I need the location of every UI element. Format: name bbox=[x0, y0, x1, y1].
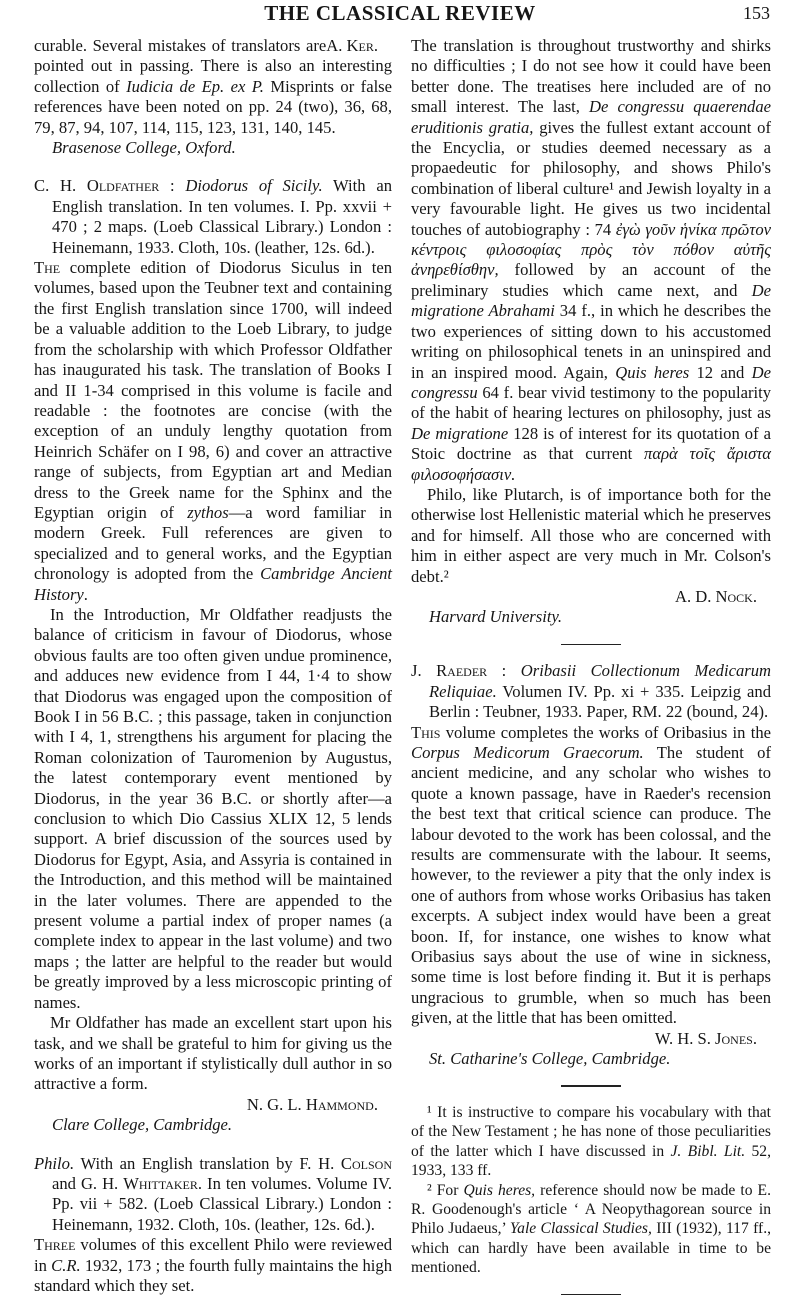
italic-text: De congressu bbox=[411, 362, 771, 402]
review-paragraph bbox=[34, 258, 392, 605]
footnote-1 bbox=[411, 1103, 771, 1181]
text-run: ¹ It is instructive to compare his vocabulary with that of the New Testament ; he has none of those peculiarities of the latter which I have discussed in bbox=[411, 1103, 771, 1160]
italic-text: Philo. bbox=[34, 1153, 75, 1173]
text-run: volume completes the works of Oribasius in the bbox=[440, 722, 771, 742]
italic-text: Diodorus of Sicily. bbox=[185, 176, 323, 196]
reviewer-signature: N. G. L. Hammond. bbox=[246, 1094, 378, 1114]
text-run: : bbox=[487, 661, 521, 681]
text-run: The translation is throughout trustworthy and shirks no difficulties ; I do not see how it could have been better done. The treatises here included are of no small interest. The last, bbox=[411, 36, 771, 117]
review-paragraph bbox=[34, 1235, 392, 1296]
text-run: volumes of this excellent Philo were reviewed in bbox=[34, 1235, 392, 1275]
journal-title: THE CLASSICAL REVIEW bbox=[264, 1, 536, 25]
text-run: and G. H. bbox=[52, 1173, 124, 1193]
text-run: . In ten volumes. Volume IV. Pp. vii + 582. (Loeb Classical Library.) London : Heinemann, 1932. Cloth, 10s. (leather, 12s. 6d.). bbox=[52, 1173, 393, 1234]
italic-text: Yale Classical Studies, bbox=[509, 1220, 652, 1238]
review-paragraph bbox=[411, 723, 771, 1029]
review-paragraph bbox=[34, 605, 392, 1013]
text-run: Philo, like Plutarch, is of importance both for the otherwise lost Hellenistic material which he preserves and for himself. All those who are concerned with him in either aspect are very much in Mr. Colson's debt.² bbox=[411, 484, 771, 586]
italic-text: ἐγὼ γοῦν ἡνίκα πρῶτον κέντροις φιλοσοφίας πρὸς τὸν πόθον αὐτῆς ἀνηρεθίσθην, bbox=[411, 219, 771, 280]
reviewer-signature: A. D. Nock. bbox=[674, 586, 757, 606]
text-run: 64 f. bear vivid testimony to the popularity of the habit of hearing lectures on philosophy, just as bbox=[411, 382, 771, 423]
reviewer-affiliation: Harvard University. bbox=[429, 607, 563, 627]
reviewer-signature: W. H. S. Jones. bbox=[654, 1028, 757, 1048]
text-run: followed by an account of the preliminary studies which came next, and bbox=[411, 260, 771, 300]
page-number: 153 bbox=[743, 3, 770, 23]
review-paragraph bbox=[411, 36, 771, 485]
running-header bbox=[0, 0, 800, 28]
small-caps-text: The bbox=[34, 258, 61, 278]
italic-text: zythos bbox=[187, 502, 229, 522]
text-run: 12 and bbox=[689, 362, 752, 382]
italic-text: Cambridge Ancient History bbox=[34, 564, 393, 604]
text-run: The student of ancient medicine, and any scholar who wishes to quote a known passage, have in Raeder's recension the best text that critical science can produce. The labour devoted to the work has been colossal, and the results are commensurate with the labour. It seems, however, to the reviewer a pity that the only index is one of authors from whose works Oribasius has taken excerpts. A subject index would have been a great boon. If, for instance, one wishes to know what Oribasius says about the use of wine in sickness, some time is lost before finding it. But it is perhaps ungracious to grumble, when so much has been given, at the little that has been omitted. bbox=[411, 742, 772, 1028]
text-run: reference should now be made to E. R. Goodenough's article ‘ A Neopythagorean source in Philo Judaeus,’ bbox=[411, 1181, 771, 1238]
text-run: 52, 1933, 133 ff. bbox=[411, 1142, 771, 1180]
text-run: Mr Oldfather has made an excellent start upon his task, and we shall be grateful to him for giving us the works of an important if stylistically dull author in so attractive a form. bbox=[34, 1013, 392, 1094]
italic-text: De migratione bbox=[411, 423, 509, 443]
small-caps-text: C. H. Oldfather bbox=[34, 176, 160, 196]
small-caps-text: Three bbox=[34, 1235, 76, 1255]
section-divider bbox=[561, 644, 621, 646]
text-run: curable. Several mistakes of translators are pointed out in passing. There is also an interesting collection of bbox=[34, 36, 392, 96]
book-entry-diodorus bbox=[34, 176, 392, 258]
italic-text: Corpus Medicorum Graecorum. bbox=[411, 742, 644, 762]
italic-text: De migratione Abrahami bbox=[411, 280, 771, 321]
italic-text: παρὰ τοῖς ἄριστα φιλοσοφήσασιν. bbox=[411, 444, 771, 484]
text-run: With an English translation by F. H. bbox=[74, 1153, 341, 1173]
italic-text: J. Bibl. Lit. bbox=[670, 1142, 746, 1160]
reviewer-affiliation: Brasenose College, Oxford. bbox=[52, 138, 236, 158]
small-caps-text: Colson bbox=[340, 1153, 392, 1173]
italic-text: Quis heres, bbox=[463, 1181, 536, 1199]
italic-text: Iudicia de Ep. ex P. bbox=[126, 76, 264, 96]
reviewer-signature: A. Ker. bbox=[326, 36, 378, 55]
text-run: ² For bbox=[427, 1181, 464, 1199]
text-run: 1932, 173 ; the fourth fully maintains the high standard which they set. bbox=[34, 1255, 392, 1295]
text-run: 34 f., in which he describes the two experiences of sitting down to his accustomed writing on philosophical tenets in an uninspired and in an inspired mood. Again, bbox=[411, 301, 771, 382]
section-divider bbox=[561, 1294, 621, 1296]
text-run: . bbox=[83, 584, 88, 604]
book-entry-oribasius bbox=[411, 661, 771, 722]
review-ker-ending bbox=[34, 36, 392, 138]
small-caps-text: J. Raeder bbox=[411, 661, 488, 681]
right-column bbox=[411, 36, 771, 1311]
text-run: : bbox=[159, 176, 186, 196]
italic-text: Oribasii Collectionum Medicarum Reliquiae. bbox=[429, 661, 771, 701]
text-run: gives the fullest extant account of the Encyclia, or studies deemed necessary as a propaedeutic for philosophy, and shows Philo's combination of liberal culture¹ and Jewish loyalty in a very favourable light. He gives us two incidental touches of autobiography : 74 bbox=[411, 117, 771, 239]
footnote-2 bbox=[411, 1181, 771, 1278]
text-run: In the Introduction, Mr Oldfather readjusts the balance of criticism in favour of Diodorus, whose obvious faults are too often given undue prominence, and adduces new evidence from I 44, 1·4 to show that Diodorus was engaged upon the composition of Book I in 56 B.C. ; this passage, taken in conjunction with I 4, 1, strengthens his argument for placing the Roman colonization of Tauromenion by Augustus, the latest contemporary event mentioned by Diodorus, in the year 36 B.C. or shortly after—a conclusion to which Dio Cassius XLIX 12, 5 lends support. A brief discussion of the sources used by Diodorus for Egypt, Asia, and Assyria is contained in the Introduction, and this method will be maintained in the later volumes. There are appended to the present volume a partial index of proper names (a complete index to appear in the last volume) and two maps ; the latter are helpful to the reader but would be greatly improved by a less microscopic printing of names. bbox=[34, 604, 392, 1012]
section-divider bbox=[561, 1085, 621, 1087]
text-run: With an English translation. In ten volumes. I. Pp. xxvii + 470 ; 2 maps. (Loeb Classical Library.) London : Heinemann, 1933. Cloth, 10s. (leather, 12s. 6d.). bbox=[52, 176, 392, 257]
review-paragraph bbox=[411, 485, 771, 587]
italic-text: Quis heres bbox=[615, 362, 690, 382]
left-column bbox=[34, 36, 392, 1296]
small-caps-text: This bbox=[411, 722, 441, 742]
text-run: —a word familiar in modern Greek. Full references are given to specialized and to general works, and the Egyptian chronology is adopted from the bbox=[34, 502, 392, 584]
text-run: 128 is of interest for its quotation of a Stoic doctrine as that current bbox=[411, 423, 771, 464]
small-caps-text: Whittaker bbox=[123, 1173, 198, 1193]
book-entry-philo bbox=[34, 1154, 392, 1236]
reviewer-affiliation: Clare College, Cambridge. bbox=[52, 1115, 233, 1135]
text-run: III (1932), 117 ff., which can hardly have been available in time to be mentioned. bbox=[411, 1220, 771, 1277]
text-run: complete edition of Diodorus Siculus in ten volumes, based upon the Teubner text and containing the first English translation since 1700, will indeed be a valuable addition to the Loeb Library, to judge from the scholarship with which Professor Oldfather has inaugurated his task. The translation of Books I and II 1-34 comprised in this volume is facile and readable : the footnotes are concise (with the exception of an unduly lengthy quotation from Heinrich Schäfer on I 98, 6) and cover an attractive range of subjects, from Egyptian art and Median dress to the Greek name for the Sphinx and the Egyptian origin of bbox=[34, 258, 392, 522]
text-run: Volumen IV. Pp. xi + 335. Leipzig and Berlin : Teubner, 1933. Paper, RM. 22 (bound, 24). bbox=[429, 681, 771, 722]
italic-text: De congressu quaerendae eruditionis gratia, bbox=[411, 97, 771, 137]
review-paragraph bbox=[34, 1013, 392, 1095]
italic-text: C.R. bbox=[51, 1255, 81, 1275]
text-run: Misprints or false references have been noted on pp. 24 (two), 36, 68, 79, 87, 94, 107, 114, 115, 123, 131, 140, 145. bbox=[34, 76, 393, 137]
reviewer-affiliation: St. Catharine's College, Cambridge. bbox=[429, 1049, 671, 1068]
